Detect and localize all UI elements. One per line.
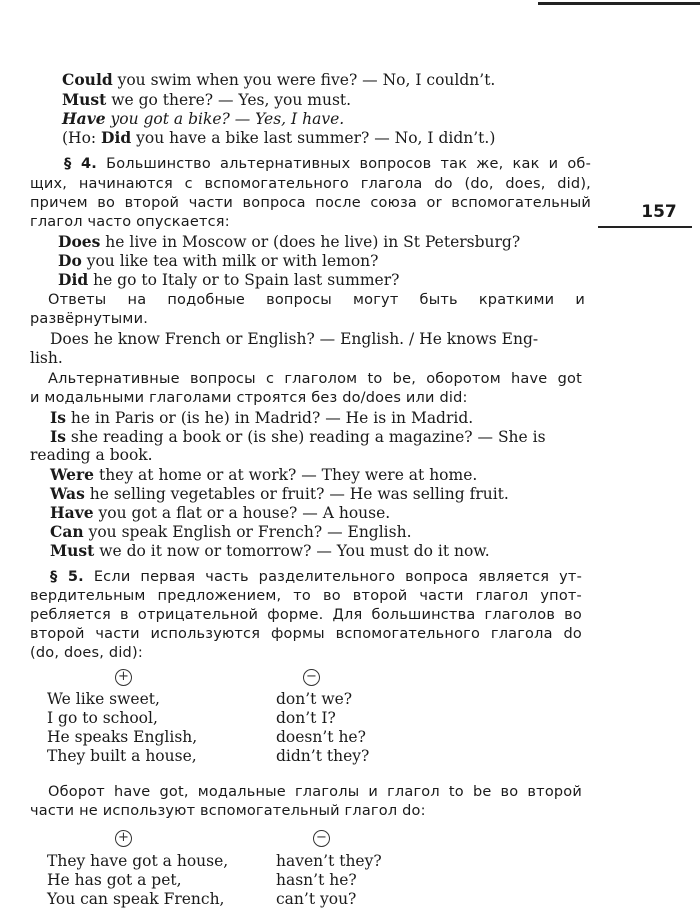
example-line: Did he go to Italy or to Spain last summer?	[58, 270, 400, 289]
example-line: Is he in Paris or (is he) in Madrid? — He is in Madrid.	[50, 408, 474, 427]
tag-left: We like sweet,	[47, 690, 160, 708]
section5-marker: § 5.	[50, 569, 84, 585]
tag-right: can’t you?	[276, 890, 357, 908]
section4-marker: § 4.	[64, 156, 97, 172]
tag-left: He has got a pet,	[47, 871, 182, 889]
page-number-block	[598, 202, 700, 228]
tag-right: don’t we?	[276, 690, 353, 708]
tag-left: You can speak French,	[47, 890, 225, 908]
answers-note-line: развёрнутыми.	[30, 311, 148, 327]
example-line: Was he selling vegetables or fruit? — He was selling fruit.	[50, 484, 509, 503]
tag-left: He speaks English,	[47, 728, 198, 746]
have-got-note-line: Оборот have got, модальные глаголы и глагол to be во второй	[48, 784, 582, 800]
tag-right: don’t I?	[276, 709, 336, 727]
example-line: reading a book.	[30, 446, 153, 464]
answers-note-line: Ответы на подобные вопросы могут быть краткими и	[48, 292, 585, 308]
example-line: Does he know French or English? — English. / He knows Eng-	[50, 330, 539, 348]
tag-right: doesn’t he?	[276, 728, 366, 746]
minus-icon: −	[313, 830, 330, 847]
section4-intro-line: глагол часто опускается:	[30, 214, 230, 230]
example-line: lish.	[30, 349, 63, 367]
tag-right: haven’t they?	[276, 852, 382, 870]
have-got-note-line: части не используют вспомогательный глагол do:	[30, 803, 426, 819]
top-rule	[538, 2, 700, 5]
page-number: 157	[641, 202, 677, 222]
plus-icon: +	[115, 830, 132, 847]
example-line: Can you speak English or French? — English.	[50, 522, 412, 541]
example-line: Must we go there? — Yes, you must.	[62, 90, 352, 109]
tag-right: hasn’t he?	[276, 871, 357, 889]
tag-left: They have got a house,	[47, 852, 229, 870]
section5-intro-line: ребляется в отрицательной форме. Для большинства глаголов во	[30, 607, 582, 623]
tag-right: didn’t they?	[276, 747, 370, 765]
example-line: Do you like tea with milk or with lemon?	[58, 251, 379, 270]
example-line: Have you got a bike? — Yes, I have.	[62, 109, 345, 128]
section4-intro-line: причем во второй части вопроса после союза or вспомогательный	[30, 195, 591, 211]
page-number-rule	[598, 226, 692, 228]
tag-left: I go to school,	[47, 709, 158, 727]
plus-icon: +	[115, 669, 132, 686]
example-line: Were they at home or at work? — They were at home.	[50, 465, 478, 484]
section5-intro-line: вердительным предложением, то во второй части глагол упот-	[30, 588, 582, 604]
example-line: Does he live in Moscow or (does he live) in St Petersburg?	[58, 232, 521, 251]
to-be-note-line: Альтернативные вопросы с глаголом to be, оборотом have got	[48, 371, 582, 387]
to-be-note-line: и модальными глаголами строятся без do/does или did:	[30, 390, 468, 406]
minus-icon: −	[303, 669, 320, 686]
section5-intro-line: (do, does, did):	[30, 645, 143, 661]
section4-intro-line: щих, начинаются с вспомогательного глагола do (do, does, did),	[30, 176, 591, 192]
section4-intro-line: § 4. Большинство альтернативных вопросов так же, как и об-	[64, 156, 592, 172]
example-line: Must we do it now or tomorrow? — You must do it now.	[50, 541, 490, 560]
example-line: Is she reading a book or (is she) reading a magazine? — She is	[50, 427, 546, 446]
example-line: (Ho: Did you have a bike last summer? — No, I didn’t.)	[62, 128, 496, 147]
tag-left: They built a house,	[47, 747, 197, 765]
section5-intro-line: второй части используются формы вспомогательного глагола do	[30, 626, 582, 642]
example-line: Have you got a flat or a house? — A house.	[50, 503, 391, 522]
example-line: Could you swim when you were five? — No, I couldn’t.	[62, 70, 496, 89]
section5-intro-line: § 5. Если первая часть разделительного вопроса является ут-	[50, 569, 583, 585]
